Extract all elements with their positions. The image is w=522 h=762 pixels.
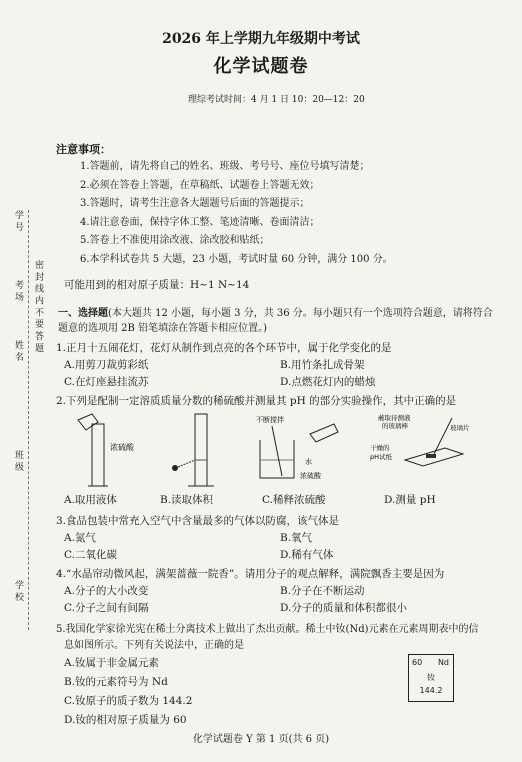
option: C.稀释浓硫酸 <box>262 494 326 506</box>
note-item: 6.本学科试卷共 5 大题，23 小题，考试时量 60 分钟，满分 100 分。 <box>80 253 393 265</box>
atomic-mass-line: 可能用到的相对原子质量：H~1 N~14 <box>64 279 250 291</box>
figure-d <box>370 413 470 466</box>
seal-warning: 密 封 线 内 不 要 答 题 <box>33 260 43 353</box>
note-item: 3.答题时，请考生注意各大题题号后面的答题提示； <box>80 198 310 210</box>
option: B.氧气 <box>280 532 313 544</box>
figure-label: 浓硫酸 <box>110 443 134 452</box>
option: D.分子的质量和体积都很小 <box>280 602 407 614</box>
figure-label: 的玻璃棒 <box>382 422 408 430</box>
notes-heading: 注意事项： <box>56 143 111 156</box>
name-label: 姓 名 <box>13 340 23 361</box>
option: D.钕的相对原子质量为 60 <box>64 714 187 726</box>
question-stem: 3.食品包装中常充入空气中含量最多的气体以防腐，该气体是 <box>56 515 340 527</box>
student-no-label: 学 号 <box>13 210 23 231</box>
note-item: 1.答题前，请先将自己的姓名、班级、考号号、座位号填写清楚； <box>80 161 370 172</box>
section-intro <box>58 306 498 336</box>
option: D.点燃花灯内的蜡烛 <box>280 376 376 388</box>
binding-strip <box>6 200 50 630</box>
option: C.分子之间有间隔 <box>64 602 149 614</box>
option: B.用竹条扎成骨架 <box>280 359 365 371</box>
notes-list <box>80 158 393 270</box>
page-footer: 化学试题卷 Y 第 1 页(共 6 页) <box>192 734 330 745</box>
element-symbol: Nd <box>437 658 449 667</box>
question-stem: 4.“水晶帘动微风起，满架蔷薇一院香”。请用分子的观点解释，满院飘香主要是因为 <box>56 568 445 580</box>
figure-c <box>256 415 338 480</box>
option: A.用剪刀裁剪彩纸 <box>64 359 149 371</box>
figure-label: 蘸取待测液 <box>378 414 411 422</box>
atomic-mass: 144.2 <box>419 686 443 695</box>
figure-label: 玻璃片 <box>450 424 470 432</box>
figure-label: 浓硫酸 <box>300 472 321 480</box>
option: D.稀有气体 <box>280 549 334 561</box>
figure-b <box>172 414 214 486</box>
option: B.钕的元素符号为 Nd <box>64 676 168 688</box>
figure-label: 干燥的 <box>370 444 390 452</box>
element-card <box>408 654 454 702</box>
option: A.分子的大小改变 <box>64 585 149 597</box>
school-label: 学 校 <box>13 580 23 601</box>
exam-room-label: 考 场 <box>13 280 23 301</box>
figure-label: 水 <box>305 458 312 466</box>
class-label: 班 级 <box>13 450 23 471</box>
section-instructions: (本大题共 12 小题，每小题 3 分，共 36 分。每小题只有一个选项符合题意，请将符合题意的选项用 2B 铅笔填涂在答题卡相应位置。) <box>58 308 493 334</box>
figure-a <box>78 414 135 486</box>
option: C.二氧化碳 <box>64 549 117 561</box>
figure-label: pH试纸 <box>370 453 393 461</box>
option: C.钕原子的质子数为 144.2 <box>64 695 193 707</box>
note-item: 2.必须在答卷上答题，在草稿纸、试题卷上答题无效； <box>80 179 320 191</box>
option: C.在灯座悬挂流苏 <box>64 376 149 388</box>
option: A.钕属于非金属元素 <box>64 657 159 669</box>
exam-title: 2026 年上学期九年级期中考试 <box>162 31 360 47</box>
option: D.测量 pH <box>384 494 436 506</box>
section-heading: 一、选择题 <box>58 308 108 319</box>
figure-label: 不断搅拌 <box>256 416 284 424</box>
note-item: 5.答卷上不准使用涂改液、涂改胶和贴纸； <box>80 235 270 247</box>
question-stem: 5.我国化学家徐光宪在稀土分离技术上做出了杰出贡献。稀土中钕(Nd)元素在元素周期表中的信 <box>56 624 479 635</box>
option: B.分子在不断运动 <box>280 585 365 597</box>
atomic-number: 60 <box>412 658 423 667</box>
option: A.氮气 <box>64 532 96 544</box>
lab-figures <box>60 410 500 490</box>
question-stem: 2.下列是配制一定溶质质量分数的稀硫酸并测量其 pH 的部分实验操作，其中正确的是 <box>56 395 457 407</box>
note-item: 4.请注意卷面，保持字体工整、笔迹清晰、卷面清洁； <box>80 216 320 228</box>
question-stem: 1.正月十五闹花灯，花灯从制作到点亮的各个环节中，属于化学变化的是 <box>56 342 392 354</box>
element-name: 钕 <box>427 673 435 682</box>
paper-title: 化学试题卷 <box>213 56 309 77</box>
question-stem-cont: 息如图所示。下列有关说法中，正确的是 <box>64 640 244 651</box>
option: A.取用液体 <box>64 494 117 506</box>
exam-time: 理综考试时间：4 月 1 日 10：20—12：20 <box>188 95 365 105</box>
option: B.读取体积 <box>160 494 214 506</box>
